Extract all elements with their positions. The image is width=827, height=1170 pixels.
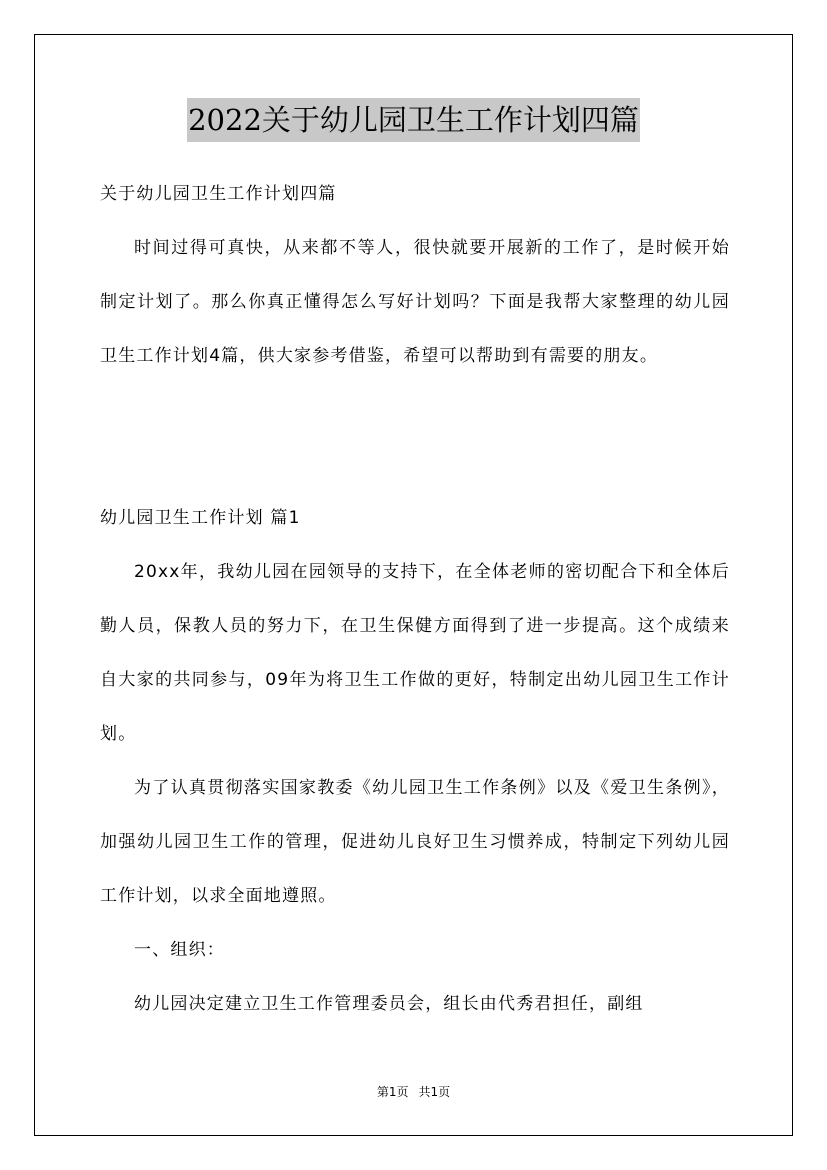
- body-paragraph: 幼儿园决定建立卫生工作管理委员会，组长由代秀君担任，副组: [134, 994, 644, 1014]
- title-container: [0, 98, 827, 142]
- body-paragraph: 一、组织：: [134, 940, 225, 960]
- document-subtitle: 关于幼儿园卫生工作计划四篇: [100, 184, 337, 204]
- page-total: 共1页: [418, 1085, 451, 1099]
- intro-paragraph: 时间过得可真快，从来都不等人，很快就要开展新的工作了，是时候开始制定计划了。那么你真正懂得怎么写好计划吗？下面是我帮大家整理的幼儿园卫生工作计划4篇，供大家参考借鉴，希望可以帮助到有需要的朋友。: [100, 238, 730, 366]
- document-title: 2022关于幼儿园卫生工作计划四篇: [187, 98, 640, 142]
- page-footer: [0, 1083, 827, 1100]
- body-paragraph: 20xx年，我幼儿园在园领导的支持下，在全体老师的密切配合下和全体后勤人员，保教人员的努力下，在卫生保健方面得到了进一步提高。这个成绩来自大家的共同参与，09年为将卫生工作做的更好，特制定出幼儿园卫生工作计划。: [100, 562, 730, 744]
- page-number: 第1页: [376, 1085, 409, 1099]
- document-body: [100, 167, 730, 383]
- section-1: [100, 491, 730, 1031]
- section-heading: 幼儿园卫生工作计划 篇1: [100, 508, 301, 528]
- body-paragraph: 为了认真贯彻落实国家教委《幼儿园卫生工作条例》以及《爱卫生条例》，加强幼儿园卫生工作的管理，促进幼儿良好卫生习惯养成，特制定下列幼儿园工作计划，以求全面地遵照。: [100, 778, 730, 906]
